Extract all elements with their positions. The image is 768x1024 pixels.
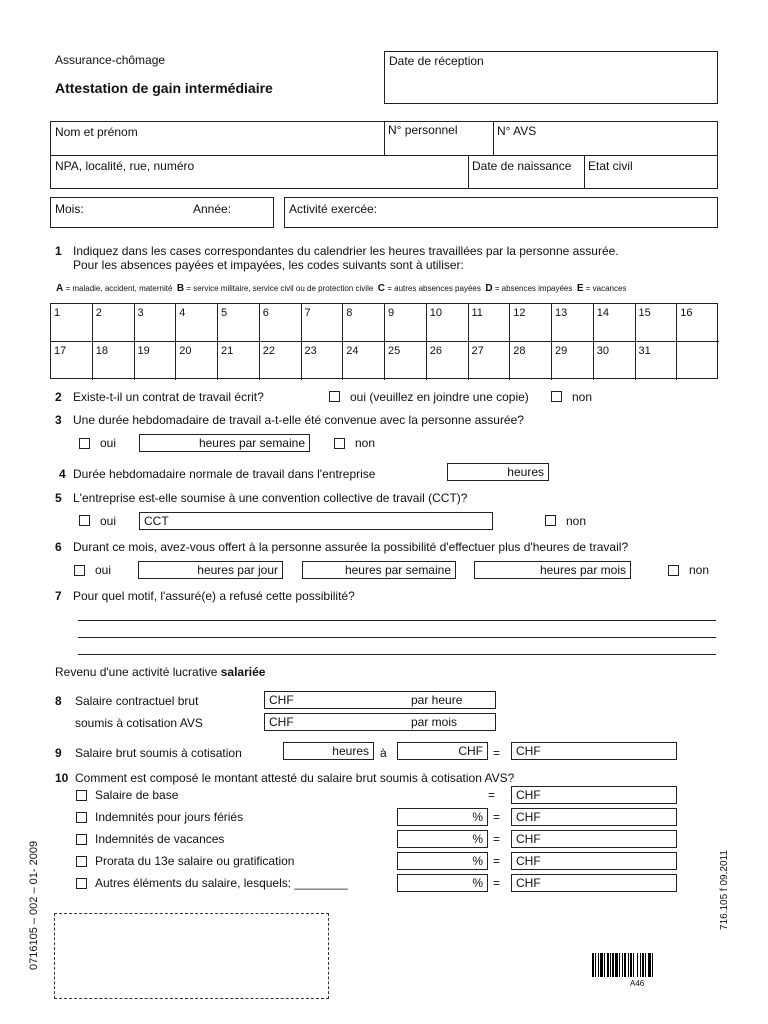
calendar-day-cell[interactable] <box>552 304 594 342</box>
calendar-day-cell[interactable] <box>427 342 469 380</box>
q9-times-label: à <box>380 746 387 760</box>
month-calendar-grid <box>50 303 718 379</box>
q6-no-label: non <box>689 563 710 577</box>
q7-answer-line[interactable] <box>78 637 716 638</box>
form-code-left: 0716105 – 002 – 01- 2009 <box>28 840 40 970</box>
reception-date-label: Date de réception <box>389 54 484 68</box>
q6-yes-checkbox[interactable] <box>74 565 85 576</box>
calendar-day-cell[interactable] <box>469 342 511 380</box>
q5-yes-label: oui <box>100 514 117 528</box>
q10-item-checkbox[interactable] <box>76 790 87 801</box>
q3-hours-week-field[interactable]: heures par semaine <box>139 434 310 452</box>
q10-equals: = <box>488 788 496 802</box>
q6-hours-month-field[interactable]: heures par mois <box>474 561 631 579</box>
q5-no-label: non <box>566 514 587 528</box>
calendar-day-cell[interactable] <box>594 304 636 342</box>
barcode-bar <box>615 953 618 977</box>
q5-no-checkbox[interactable] <box>545 515 556 526</box>
calendar-day-cell[interactable] <box>93 342 135 380</box>
calendar-day-cell[interactable] <box>510 342 552 380</box>
address-label[interactable]: NPA, localité, rue, numéro <box>55 159 195 173</box>
q2-no-label: non <box>572 390 593 404</box>
code-e: E <box>576 283 584 294</box>
barcode-bar <box>642 953 644 977</box>
barcode-bar <box>633 953 634 977</box>
calendar-day-number: 1 <box>54 307 61 319</box>
calendar-day-number: 5 <box>221 307 228 319</box>
q10-equals: = <box>493 832 501 846</box>
calendar-day-number: 18 <box>95 345 108 357</box>
q6-hours-week-field[interactable]: heures par semaine <box>302 561 456 579</box>
q7-number: 7 <box>55 589 62 603</box>
calendar-day-cell[interactable] <box>176 342 218 380</box>
q9-text: Salaire brut soumis à cotisation <box>75 746 242 760</box>
barcode-bar <box>607 953 609 977</box>
calendar-day-cell[interactable] <box>135 342 177 380</box>
q7-answer-line[interactable] <box>78 620 716 621</box>
q3-no-checkbox[interactable] <box>334 438 345 449</box>
barcode-bar <box>628 953 629 977</box>
q7-text: Pour quel motif, l'assuré(e) a refusé cette possibilité? <box>73 589 355 603</box>
q8-monthly-salary-field[interactable]: CHF par mois <box>264 713 496 731</box>
q8-line1: Salaire contractuel brut <box>75 694 199 708</box>
calendar-day-number: 10 <box>429 307 442 319</box>
calendar-day-number: 8 <box>346 307 353 319</box>
personnel-number-label[interactable]: N° personnel <box>388 123 458 137</box>
q10-amount-field[interactable]: CHF <box>511 830 677 848</box>
q2-yes-checkbox[interactable] <box>329 391 340 402</box>
calendar-day-cell[interactable] <box>218 342 260 380</box>
q2-text: Existe-t-il un contrat de travail écrit? <box>73 390 264 404</box>
calendar-day-number: 28 <box>513 345 526 357</box>
calendar-day-number: 22 <box>262 345 275 357</box>
q1-number: 1 <box>55 244 62 258</box>
code-d: D <box>485 283 493 294</box>
calendar-day-cell[interactable] <box>260 342 302 380</box>
q10-percent-field[interactable]: % <box>397 808 488 826</box>
q6-text: Durant ce mois, avez-vous offert à la personne assurée la possibilité d'effectuer plus d'heures de travail? <box>73 540 629 554</box>
q10-equals: = <box>493 810 501 824</box>
barcode-bar <box>595 953 596 977</box>
q10-percent-field[interactable]: % <box>397 830 488 848</box>
q10-item-checkbox[interactable] <box>76 812 87 823</box>
q10-text: Comment est composé le montant attesté du salaire brut soumis à cotisation AVS? <box>75 771 515 785</box>
calendar-day-cell[interactable] <box>510 304 552 342</box>
q10-item-checkbox[interactable] <box>76 834 87 845</box>
identity-block <box>50 121 718 189</box>
calendar-day-number: 26 <box>429 345 442 357</box>
calendar-day-number: 17 <box>54 345 67 357</box>
calendar-day-cell[interactable] <box>343 304 385 342</box>
calendar-day-cell[interactable] <box>385 304 427 342</box>
barcode-bar <box>645 953 646 977</box>
barcode-bar <box>604 953 605 977</box>
q10-percent-field[interactable]: % <box>397 852 488 870</box>
barcode-bar <box>622 953 623 977</box>
stamp-signature-box[interactable] <box>54 913 329 999</box>
q3-no-label: non <box>355 436 376 450</box>
calendar-day-number: 4 <box>179 307 186 319</box>
calendar-day-number: 29 <box>555 345 568 357</box>
q10-amount-field[interactable]: CHF <box>511 874 677 892</box>
q1-line1: Indiquez dans les cases correspondantes du calendrier les heures travaillées par la personne assurée. <box>73 244 619 258</box>
q10-item-checkbox[interactable] <box>76 878 87 889</box>
barcode-bar <box>612 953 614 977</box>
q7-answer-line[interactable] <box>78 654 716 655</box>
q3-number: 3 <box>55 413 62 427</box>
q8-number: 8 <box>55 694 62 708</box>
q9-hours-field[interactable]: heures <box>283 742 374 760</box>
calendar-day-cell[interactable] <box>636 342 678 380</box>
q10-amount-field[interactable]: CHF <box>511 852 677 870</box>
q9-number: 9 <box>55 746 62 760</box>
calendar-day-number: 30 <box>596 345 609 357</box>
q10-item-label: Indemnités pour jours fériés <box>95 810 244 824</box>
barcode-bar <box>598 953 599 977</box>
q5-yes-checkbox[interactable] <box>79 515 90 526</box>
barcode-bar <box>630 953 632 977</box>
barcode <box>592 953 688 977</box>
q10-item-checkbox[interactable] <box>76 856 87 867</box>
absence-code-legend: A = maladie, accident, maternité B = service militaire, service civil ou de protection civile C = autres absences payées D = absences impayées E = vacances <box>56 283 627 294</box>
calendar-day-cell[interactable] <box>260 304 302 342</box>
barcode-label: A46 <box>630 979 645 988</box>
q2-number: 2 <box>55 390 62 404</box>
q10-amount-field[interactable]: CHF <box>511 786 677 804</box>
barcode-bar <box>652 953 653 977</box>
income-section-title: Revenu d'une activité lucrative salariée <box>55 665 266 679</box>
q5-number: 5 <box>55 491 62 505</box>
calendar-day-cell[interactable] <box>385 342 427 380</box>
q6-number: 6 <box>55 540 62 554</box>
calendar-day-cell[interactable] <box>51 342 93 380</box>
barcode-bar <box>610 953 611 977</box>
barcode-bar <box>592 953 594 977</box>
q4-number: 4 <box>59 467 66 481</box>
calendar-day-cell[interactable] <box>302 342 344 380</box>
q3-yes-checkbox[interactable] <box>79 438 90 449</box>
q6-yes-label: oui <box>95 563 112 577</box>
activity-box[interactable] <box>284 197 718 228</box>
year-label: Année: <box>193 202 232 216</box>
barcode-bar <box>619 953 620 977</box>
calendar-day-number: 7 <box>304 307 311 319</box>
q2-yes-label: oui (veuillez en joindre une copie) <box>350 390 529 404</box>
calendar-day-cell[interactable] <box>135 304 177 342</box>
q8-hourly-salary-field[interactable]: CHF par heure <box>264 691 496 709</box>
calendar-day-cell[interactable] <box>427 304 469 342</box>
calendar-day-number: 21 <box>221 345 234 357</box>
calendar-day-number: 11 <box>471 307 483 319</box>
calendar-day-cell[interactable] <box>636 304 678 342</box>
birth-date-label[interactable]: Date de naissance <box>472 159 572 173</box>
calendar-day-cell[interactable] <box>469 304 511 342</box>
calendar-day-number: 13 <box>555 307 568 319</box>
q5-cct-field[interactable]: CCT <box>139 512 493 530</box>
q4-text: Durée hebdomadaire normale de travail dans l'entreprise <box>73 467 376 481</box>
q4-hours-field[interactable]: heures <box>447 463 549 481</box>
name-label[interactable]: Nom et prénom <box>55 125 138 139</box>
calendar-day-number: 20 <box>179 345 192 357</box>
q10-item-label: Prorata du 13e salaire ou gratification <box>95 854 295 868</box>
calendar-day-number: 24 <box>346 345 359 357</box>
form-code-right: 716.105 f 09.2011 <box>719 850 730 930</box>
q3-yes-label: oui <box>100 436 117 450</box>
calendar-day-number: 23 <box>304 345 317 357</box>
calendar-day-number: 9 <box>388 307 395 319</box>
reception-date-box[interactable] <box>384 51 718 104</box>
calendar-day-cell[interactable] <box>302 304 344 342</box>
code-a: A <box>56 283 64 294</box>
q2-no-checkbox[interactable] <box>551 391 562 402</box>
q3-text: Une durée hebdomadaire de travail a-t-elle été convenue avec la personne assurée? <box>73 413 524 427</box>
calendar-day-number: 6 <box>262 307 269 319</box>
q6-hours-day-field[interactable]: heures par jour <box>138 561 283 579</box>
q10-equals: = <box>493 876 501 890</box>
barcode-bar <box>600 953 603 977</box>
q10-item-label: Autres éléments du salaire, lesquels: ________ <box>95 876 348 890</box>
q10-number: 10 <box>55 771 69 785</box>
month-label: Mois: <box>55 202 84 216</box>
q9-equals: = <box>493 746 501 760</box>
q9-total-field[interactable]: CHF <box>511 742 677 760</box>
calendar-day-number: 27 <box>471 345 484 357</box>
calendar-day-number: 12 <box>513 307 526 319</box>
calendar-day-number: 25 <box>388 345 401 357</box>
calendar-day-cell[interactable] <box>176 304 218 342</box>
barcode-bar <box>637 953 638 977</box>
calendar-day-number: 15 <box>638 307 651 319</box>
calendar-day-number: 14 <box>596 307 609 319</box>
civil-status-label[interactable]: Etat civil <box>588 159 633 173</box>
q8-line2: soumis à cotisation AVS <box>75 716 203 730</box>
q1-line2: Pour les absences payées et impayées, les codes suivants sont à utiliser: <box>73 258 464 272</box>
barcode-bar <box>640 953 641 977</box>
q10-percent-field[interactable]: % <box>397 874 488 892</box>
activity-label: Activité exercée: <box>289 202 378 216</box>
calendar-day-cell[interactable] <box>677 304 719 342</box>
code-c: C <box>377 283 385 294</box>
q5-text: L'entreprise est-elle soumise à une convention collective de travail (CCT)? <box>73 491 468 505</box>
q10-amount-field[interactable]: CHF <box>511 808 677 826</box>
calendar-day-cell[interactable] <box>93 304 135 342</box>
calendar-day-cell[interactable] <box>343 342 385 380</box>
calendar-day-number: 19 <box>137 345 150 357</box>
month-year-box[interactable] <box>50 197 274 228</box>
q10-item-label: Salaire de base <box>95 788 179 802</box>
barcode-bar <box>648 953 651 977</box>
form-title: Attestation de gain intermédiaire <box>55 80 273 96</box>
barcode-bar <box>624 953 626 977</box>
q6-no-checkbox[interactable] <box>668 565 679 576</box>
form-subtitle: Assurance-chômage <box>55 53 166 67</box>
q9-rate-field[interactable]: CHF <box>397 742 488 760</box>
q10-item-label: Indemnités de vacances <box>95 832 225 846</box>
calendar-day-number: 2 <box>95 307 102 319</box>
calendar-day-number: 31 <box>638 345 651 357</box>
code-b: B <box>176 283 185 294</box>
calendar-day-number: 3 <box>137 307 144 319</box>
calendar-day-cell[interactable] <box>218 304 260 342</box>
q10-equals: = <box>493 854 501 868</box>
calendar-day-cell[interactable] <box>552 342 594 380</box>
calendar-day-number: 16 <box>680 307 693 319</box>
calendar-day-cell[interactable] <box>594 342 636 380</box>
calendar-day-cell[interactable] <box>51 304 93 342</box>
avs-number-label[interactable]: N° AVS <box>497 124 537 138</box>
